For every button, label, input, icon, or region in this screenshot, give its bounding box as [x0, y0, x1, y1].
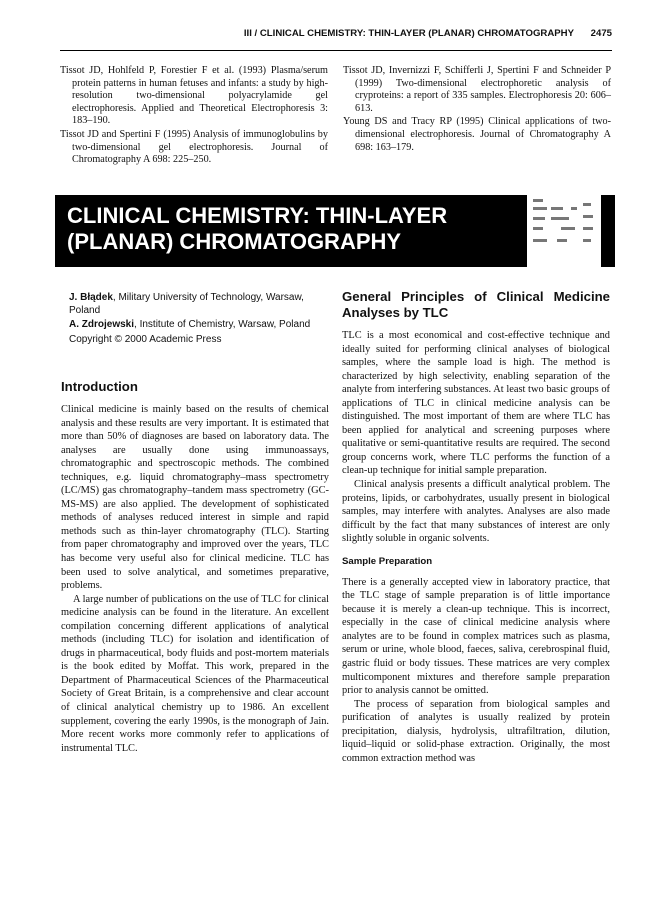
author-affiliation: , Institute of Chemistry, Warsaw, Poland: [134, 318, 311, 330]
reference: Young DS and Tracy RP (1995) Clinical applications of two-dimensional electrophoresis. Journal of Chromatography A 698: 163–179.: [343, 116, 611, 153]
paragraph: Clinical analysis presents a difficult analytical problem. The proteins, lipids, or carbohydrates, usually present in biological samples, may interfere with analytes. Analyses are also made difficult by the fact that many substances of interest are only slightly soluble in organic solvents.: [342, 479, 610, 545]
paragraph: A large number of publications on the use of TLC for clinical medicine analysis can be found in the literature. An excellent compilation concerning different applications of analytical methods (including TLC) for isolation and identification of drugs in pharmaceutical, body fluids and post-mortem materials is the book edited by Moffat. This work, prepared in the Department of Pharmaceutical Sciences of the Pharmaceutical Society of Great Britain, is a comprehensive and clear account of clinical analytical chemistry up to 1986. An excellent supplement, covering the early 1990s, is the monograph of Jain. More recent works more commonly refer to applications of instrumental TLC.: [61, 593, 329, 754]
author-affiliation: , Military University of Technology, Warsaw, Poland: [69, 292, 304, 317]
subsection-heading: Sample Preparation: [342, 555, 433, 567]
reference: Tissot JD, Invernizzi F, Schifferli J, Spertini F and Schneider P (1999) Two-dimensional electrophoretic analysis of cryproteins: a report of 335 samples. Electrophoresis 20: 606–613.: [343, 65, 611, 114]
copyright: Copyright © 2000 Academic Press: [69, 334, 222, 346]
section-heading: General Principles of Clinical Medicine Analyses by TLC: [342, 289, 610, 320]
paragraph: TLC is a most economical and cost-effective technique and ideally suited for performing clinical analyses of biological samples, where the sample load is high. The method is characterized by high selectivity, enabling separation of the analyte from interfering substances. At least two basic groups of applications of TLC in clinical medicine analysis can be distinguished. The most important of them are where TLC has been applied for analytical and screening purposes where qualitative or semi-quantitative results are required. The second group concerns work, where TLC performs the function of a clean-up technique for initial sample preparation.: [342, 330, 610, 477]
article-title: CLINICAL CHEMISTRY: THIN-LAYER (PLANAR) CHROMATOGRAPHY: [67, 203, 448, 254]
references-right: [343, 65, 611, 155]
author-name: A. Zdrojewski: [69, 318, 135, 330]
reference: Tissot JD, Hohlfeld P, Forestier F et al. (1993) Plasma/serum protein patterns in human fetuses and infants: a study by high-resolution two-dimensional polyacrylamide gel electrophoresis. Applied and Theoretical Electrophoresis 3: 183–190.: [60, 65, 328, 127]
author-name: J. Błądek: [69, 292, 113, 303]
right-column: [342, 289, 610, 765]
paragraph: There is a generally accepted view in laboratory practice, that the TLC stage of sample preparation is of little importance because it is merely a clean-up technique. This is incorrect, especially in the case of clinical medicine analysis where analytes are to be found in complex matrices such as plasma, serum or urine, whole blood, faeces, saliva, cerebrospinal fluid, gastric fluid or body tissues. These matrices are very complex multicomponent mixtures and therefore sample preparation prior to analysis cannot be omitted.: [342, 576, 610, 697]
page-number: 2475: [590, 28, 612, 39]
paragraph: Clinical medicine is mainly based on the results of chemical analysis and these results are very important. It is estimated that more than 50% of diagnoses are based on laboratory data. The analyses are usually done using immunoassays, chromatographic and spectroscopic methods. The combined techniques, e.g. liquid chromatography–mass spectrometry (LC/MS) gas chromatography–tandem mass spectrometry (GC-MS-MS) are also applied. The development of sophisticated methods of analyses reduced interest in simple and rapid methods such as thin-layer chromatography (TLC). Starting from paper chromatography and improved over the years, TLC has become very useful also for clinical medicine. TLC has been used to solve analytical, and sometimes preparative, problems.: [61, 404, 329, 592]
running-head: [60, 28, 612, 51]
reference: Tissot JD and Spertini F (1995) Analysis of immunoglobulins by two-dimensional gel electrophoresis. Journal of Chromatography A 698: 225–250.: [60, 128, 328, 166]
running-head-title: III / CLINICAL CHEMISTRY: THIN-LAYER (PLANAR) CHROMATOGRAPHY: [243, 28, 574, 39]
author-block: [69, 291, 319, 347]
references-left: [60, 65, 328, 168]
tlc-plate-icon: [527, 195, 601, 267]
left-column: [61, 379, 329, 755]
paragraph: The process of separation from biological samples and purification of analytes is usually realized by protein precipitation, dialysis, hydrolysis, ultrafiltration, dilution, liquid–liquid or solid-phase extraction. Originally, the most common extraction method was: [342, 698, 610, 764]
article-title-banner: [55, 195, 615, 267]
section-heading: Introduction: [61, 379, 138, 394]
